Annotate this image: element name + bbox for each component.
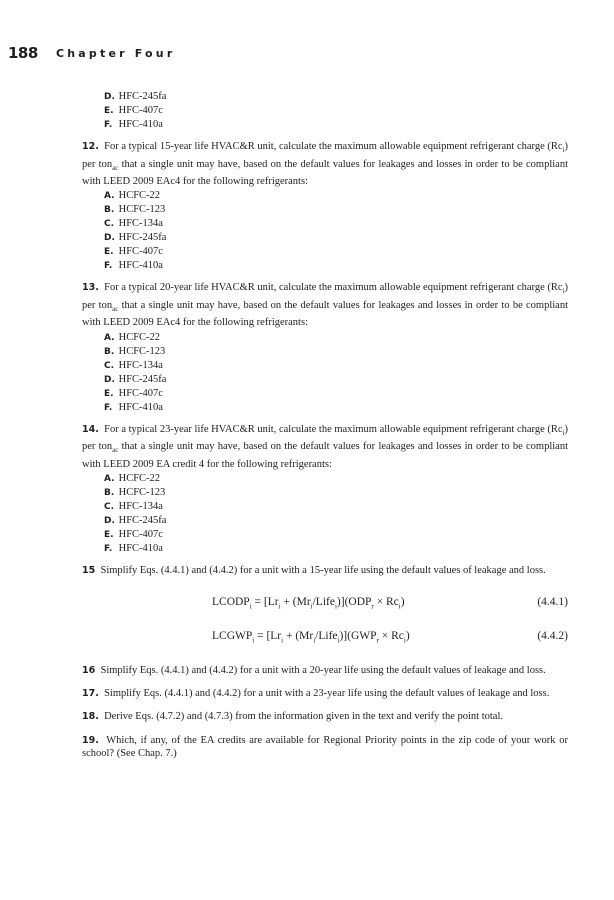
chapter-title: Chapter Four bbox=[56, 47, 176, 60]
option-item: F. HFC-410a bbox=[104, 260, 163, 272]
question-19 bbox=[82, 734, 568, 761]
question-number: 14. bbox=[82, 423, 99, 435]
option-item: D. HFC-245fa bbox=[104, 232, 167, 244]
question-text: 16 Simplify Eqs. (4.4.1) and (4.4.2) for a unit with a 20-year life using the default values of leakage and loss. bbox=[82, 664, 546, 676]
option-item: C. HFC-134a bbox=[104, 218, 163, 230]
option-item: D. HFC-245fa bbox=[104, 91, 167, 102]
question-18 bbox=[82, 710, 568, 723]
option-item: A. HCFC-22 bbox=[104, 190, 161, 202]
equation-expression: $LCGWP_i = [Lr_i$ + $(Mr_i/Life_i)](GWP_r \times Rc_i)$ bbox=[212, 629, 410, 644]
option-item: A. HCFC-22 bbox=[104, 473, 161, 485]
question-text: 14. For a typical 23-year life HVAC&R unit, calculate the maximum allowable equipment refrigerant charge $(Rc_i)$ per ton$_{ac}$ that a single unit may have, based on the default values for leakages and losses in order to be compliant with LEED 2009 EA credit 4 for the following refrigerants: bbox=[82, 423, 569, 470]
question-number: 19. bbox=[82, 734, 99, 746]
option-list bbox=[82, 189, 568, 273]
question-number: 18. bbox=[82, 711, 99, 723]
question-number: 12. bbox=[82, 141, 99, 152]
option-item: B. HCFC-123 bbox=[104, 204, 166, 216]
question-text: 12. For a typical 15-year life HVAC&R unit, calculate the maximum allowable equipment refrigerant charge $(Rc_i)$ per ton$_{ac}$ that a single unit may have, based on the default values for leakages and losses in order to be compliant with LEED 2009 EAc4 for the following refrigerants: bbox=[82, 141, 569, 187]
question-16 bbox=[82, 664, 568, 677]
option-item: E. HFC-407c bbox=[104, 246, 163, 258]
option-list bbox=[82, 472, 568, 556]
question-12 bbox=[82, 140, 568, 273]
option-list-continued bbox=[82, 90, 568, 132]
question-text: 17. Simplify Eqs. (4.4.1) and (4.4.2) for a unit with a 23-year life using the default values of leakage and loss. bbox=[82, 688, 550, 700]
option-item: B. HCFC-123 bbox=[104, 487, 166, 499]
equation-number: (4.4.1) bbox=[537, 595, 568, 608]
question-text: 13. For a typical 20-year life HVAC&R unit, calculate the maximum allowable equipment refrigerant charge $(Rc_i)$ per ton$_{ac}$ that a single unit may have, based on the default values for leakages and losses in order to be compliant with LEED 2009 EAc4 for the following refrigerants: bbox=[82, 282, 569, 329]
option-item: F. HFC-410a bbox=[104, 401, 163, 413]
question-14 bbox=[82, 423, 568, 556]
question-number: 15 bbox=[82, 565, 96, 577]
equation-expression: $LCODP_i = [Lr_i$ + $(Mr_i/Life_i)](ODP_r \times Rc_i)$ bbox=[212, 595, 405, 610]
option-item: C. HFC-134a bbox=[104, 359, 163, 371]
question-15 bbox=[82, 564, 568, 577]
page-content bbox=[82, 90, 568, 761]
equation-number: (4.4.2) bbox=[537, 629, 568, 642]
question-13 bbox=[82, 281, 568, 414]
option-item: E. HFC-407c bbox=[104, 529, 163, 541]
option-item: F. HFC-410a bbox=[104, 119, 163, 130]
option-item: B. HCFC-123 bbox=[104, 345, 166, 357]
option-item: D. HFC-245fa bbox=[104, 515, 167, 527]
equation-4-4-2 bbox=[82, 626, 568, 648]
option-item: C. HFC-134a bbox=[104, 501, 163, 513]
option-item: A. HCFC-22 bbox=[104, 331, 161, 343]
option-item: D. HFC-245fa bbox=[104, 373, 167, 385]
option-item: E. HFC-407c bbox=[104, 387, 163, 399]
question-number: 13. bbox=[82, 282, 99, 294]
option-item: E. HFC-407c bbox=[104, 105, 163, 116]
option-list bbox=[82, 331, 568, 415]
question-number: 16 bbox=[82, 664, 96, 676]
question-text: 15 Simplify Eqs. (4.4.1) and (4.4.2) for a unit with a 15-year life using the default values of leakage and loss. bbox=[82, 565, 546, 577]
option-item: F. HFC-410a bbox=[104, 543, 163, 555]
question-number: 17. bbox=[82, 688, 99, 700]
page-number: 188 bbox=[8, 44, 38, 62]
question-17 bbox=[82, 687, 568, 700]
equation-4-4-1 bbox=[82, 592, 568, 614]
question-text: 18. Derive Eqs. (4.7.2) and (4.7.3) from the information given in the text and verify the point total. bbox=[82, 711, 503, 723]
question-text: 19. Which, if any, of the EA credits are available for Regional Priority points in the zip code of your work or school? (See Chap. 7.) bbox=[82, 734, 568, 760]
